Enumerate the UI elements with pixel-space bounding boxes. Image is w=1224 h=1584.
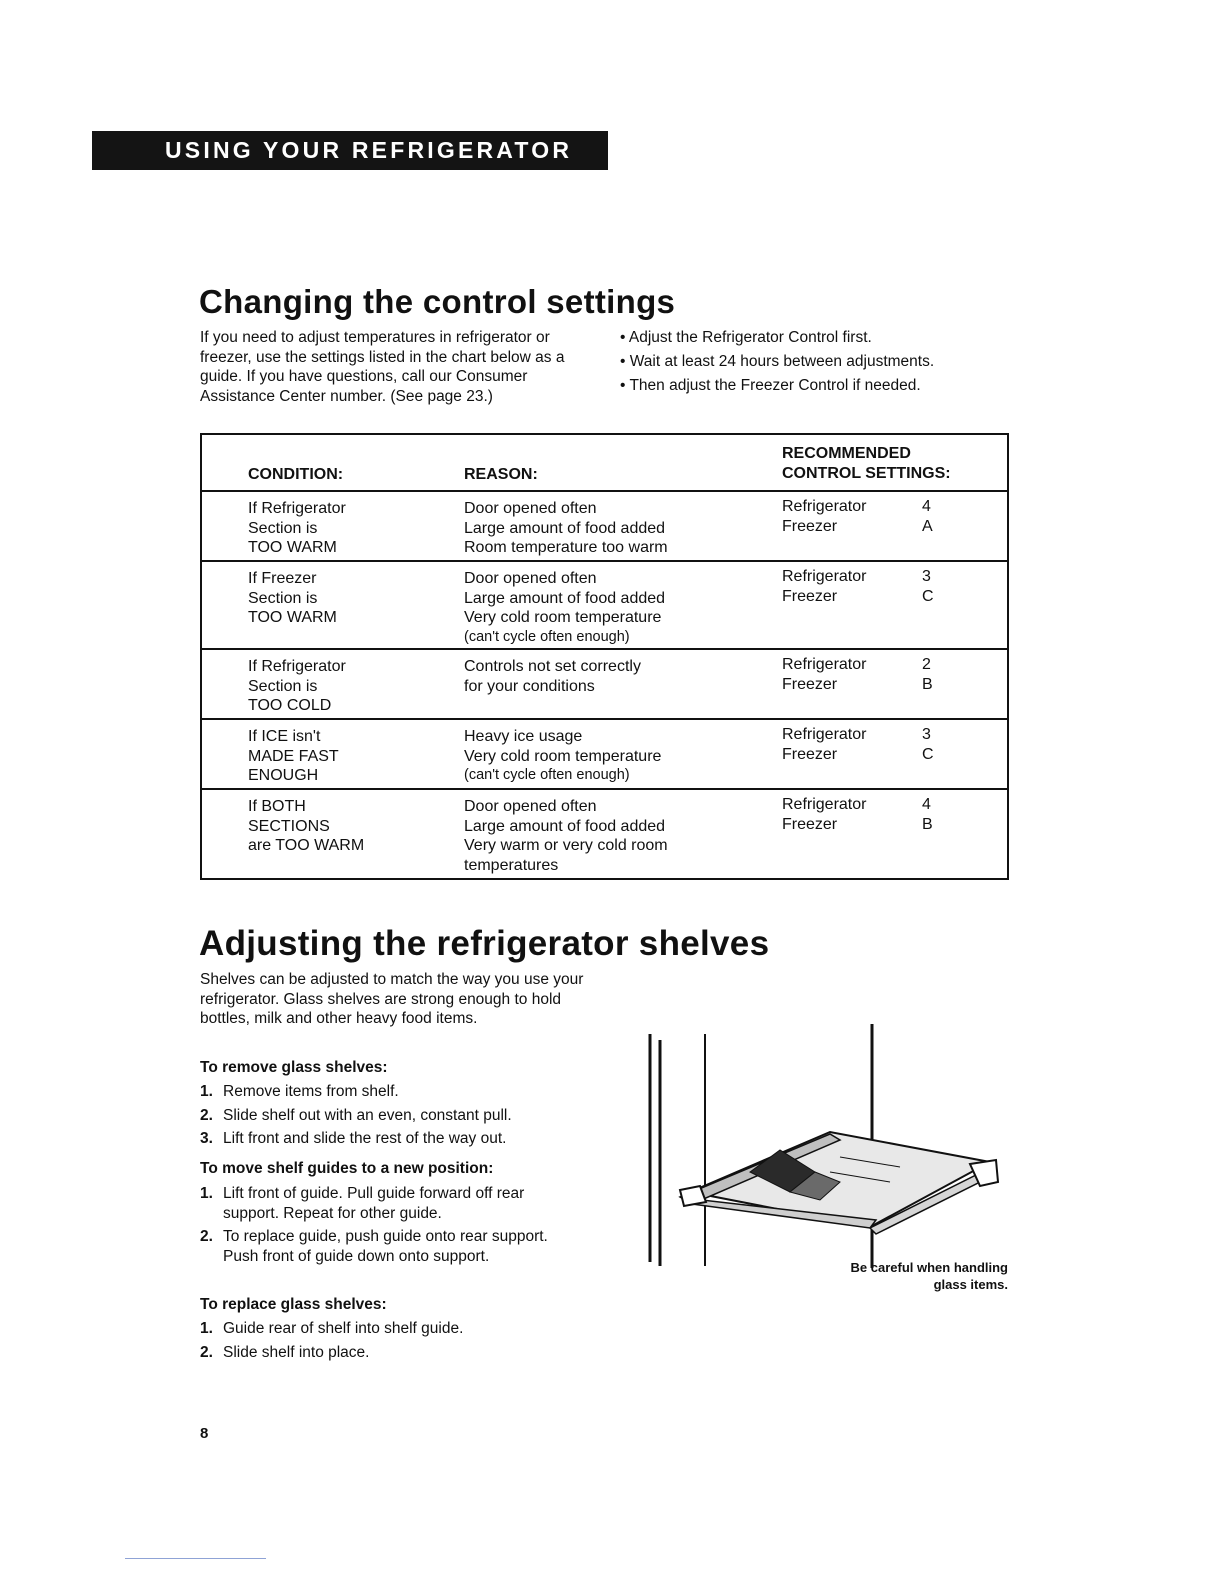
settings-cell: Refrigerator 4 Freezer B [782,796,933,833]
page-number: 8 [200,1425,209,1442]
settings-cell: Refrigerator 3 Freezer C [782,568,934,605]
condition-cell: If ICE isn't MADE FAST ENOUGH [248,728,339,784]
remove-shelves-heading: To remove glass shelves: [200,1059,388,1076]
settings-cell: Refrigerator 2 Freezer B [782,656,933,693]
list-item: 1. Lift front of guide. Pull guide forward off rear support. Repeat for other guide. [200,1185,525,1222]
list-item: 2. Slide shelf out with an even, constant pull. [200,1106,512,1124]
condition-cell: If Freezer Section is TOO WARM [248,570,337,626]
bullet-item: • Then adjust the Freezer Control if needed. [620,374,1000,398]
table-header [202,435,1007,492]
table-row [202,560,1007,650]
table-row [202,490,1007,562]
settings-cell: Refrigerator 3 Freezer C [782,726,934,763]
adjustment-bullets [620,326,1000,398]
move-steps [200,1184,580,1270]
remove-steps [200,1082,580,1153]
table-row [202,648,1007,720]
list-item: 1. Remove items from shelf. [200,1083,399,1100]
reason-header: REASON: [464,466,538,483]
settings-header [782,444,951,484]
shelf-caption: Be careful when handling glass items. [850,1260,1008,1292]
reason-cell: Heavy ice usage Very cold room temperature (can't cycle often enough) [464,728,662,783]
condition-cell: If Refrigerator Section is TOO COLD [248,658,346,714]
replace-steps [200,1319,580,1366]
condition-cell: If Refrigerator Section is TOO WARM [248,500,346,556]
shelves-intro: Shelves can be adjusted to match the way you use your refrigerator. Glass shelves are strong enough to hold bottles, milk and other heavy food items. [200,971,584,1027]
control-settings-title: Changing the control settings [199,283,676,320]
control-settings-table [200,433,1009,880]
settings-header-line1: RECOMMENDED [782,445,911,462]
reason-cell: Door opened often Large amount of food added Very cold room temperature (can't cycle often enough) [464,570,666,645]
condition-cell: If BOTH SECTIONS are TOO WARM [248,798,365,854]
footer-rule [125,1558,266,1559]
reason-cell: Door opened often Large amount of food added Very warm or very cold room temperatures [464,798,668,874]
list-item: 3. Lift front and slide the rest of the way out. [200,1130,507,1147]
list-item: 2. Slide shelf into place. [200,1343,370,1361]
list-item: 2. To replace guide, push guide onto rear support. Push front of guide down onto support. [200,1228,548,1265]
reason-cell: Door opened often Large amount of food added Room temperature too warm [464,500,668,556]
settings-cell: Refrigerator 4 Freezer A [782,498,933,535]
list-item: 1. Guide rear of shelf into shelf guide. [200,1320,464,1337]
condition-header: CONDITION: [248,466,344,483]
bullet-item: • Wait at least 24 hours between adjustments. [620,350,1000,374]
table-row [202,788,1007,878]
shelves-title: Adjusting the refrigerator shelves [199,924,770,963]
replace-shelves-heading: To replace glass shelves: [200,1296,387,1313]
shelf-illustration [640,1022,1010,1272]
reason-cell: Controls not set correctly for your conditions [464,658,641,695]
bullet-item: • Adjust the Refrigerator Control first. [620,326,1000,350]
control-settings-intro: If you need to adjust temperatures in refrigerator or freezer, use the settings listed in the chart below as a guide. If you have questions, call our Consumer Assistance Center number. (See page 23.) [200,329,565,405]
section-banner: USING YOUR REFRIGERATOR [92,131,608,170]
settings-header-line2: CONTROL SETTINGS: [782,465,951,482]
table-row [202,718,1007,790]
move-guides-heading: To move shelf guides to a new position: [200,1160,494,1177]
